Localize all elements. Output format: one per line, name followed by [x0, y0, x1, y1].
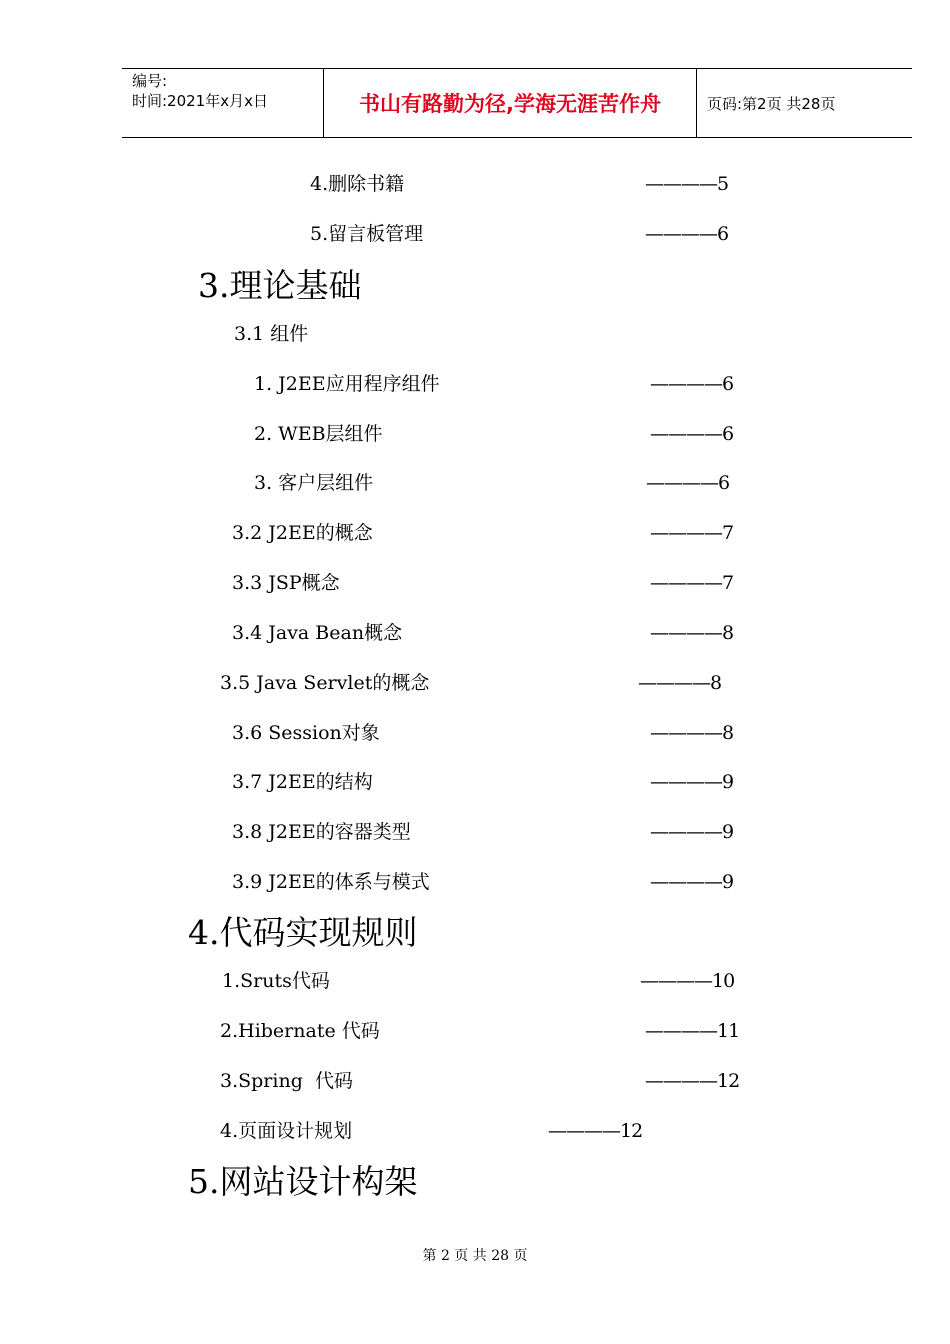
toc-entry-text: 2.Hibernate 代码	[220, 1020, 380, 1042]
header-number: 编号:	[132, 72, 168, 90]
toc-entry-text: 3.Spring 代码	[220, 1070, 353, 1092]
toc-entry-page: ————6	[645, 223, 729, 245]
toc-entry-text: 3.3 JSP概念	[232, 572, 340, 594]
toc-entry-page: ————9	[650, 771, 734, 793]
toc-entry-page: ————10	[640, 970, 735, 992]
toc-entry-page: ————11	[645, 1020, 740, 1042]
header-motto: 书山有路勤为径,学海无涯苦作舟	[359, 92, 661, 116]
header-page-info: 页码:第2页 共28页	[707, 94, 836, 113]
header-meta	[132, 71, 268, 111]
toc-entry-text: 3. 客户层组件	[254, 472, 374, 494]
page-footer: 第 2 页 共 28 页	[422, 1248, 528, 1264]
header-time: 时间:2021年x月x日	[132, 92, 268, 110]
toc-entry-text: 1. J2EE应用程序组件	[254, 373, 440, 395]
toc-entry-page: ————8	[638, 672, 722, 694]
toc-entry-text: 3.1 组件	[234, 323, 309, 345]
toc-entry-text: 3.9 J2EE的体系与模式	[232, 871, 430, 893]
toc-heading: 5.网站设计构架	[188, 1162, 418, 1201]
toc-entry-text: 5.留言板管理	[310, 223, 424, 245]
toc-entry-text: 3.4 Java Bean概念	[232, 622, 403, 644]
toc-entry-text: 3.7 J2EE的结构	[232, 771, 373, 793]
toc-entry-text: 4.删除书籍	[310, 173, 405, 195]
toc-entry-page: ————8	[650, 622, 734, 644]
toc-entry-page: ————7	[650, 572, 734, 594]
toc-entry-text: 3.5 Java Servlet的概念	[220, 672, 430, 694]
toc-entry-page: ————5	[645, 173, 729, 195]
toc-entry-page: ————12	[548, 1120, 643, 1142]
toc-entry-text: 2. WEB层组件	[254, 423, 383, 445]
toc-entry-page: ————6	[650, 423, 734, 445]
toc-entry-page: ————9	[650, 821, 734, 843]
toc-heading: 4.代码实现规则	[188, 913, 418, 952]
toc-entry-page: ————6	[646, 472, 730, 494]
toc-entry-page: ————7	[650, 522, 734, 544]
toc-entry-page: ————9	[650, 871, 734, 893]
toc-entry-page: ————8	[650, 722, 734, 744]
toc-entry-text: 4.页面设计规划	[220, 1120, 353, 1142]
toc-entry-text: 3.2 J2EE的概念	[232, 522, 373, 544]
toc-heading: 3.理论基础	[198, 266, 362, 305]
toc-entry-text: 3.8 J2EE的容器类型	[232, 821, 411, 843]
toc-entry-page: ————12	[645, 1070, 740, 1092]
header-divider	[696, 69, 697, 137]
toc-entry-text: 1.Sruts代码	[222, 970, 330, 992]
toc-entry-page: ————6	[650, 373, 734, 395]
page-header	[122, 68, 912, 138]
toc-entry-text: 3.6 Session对象	[232, 722, 380, 744]
